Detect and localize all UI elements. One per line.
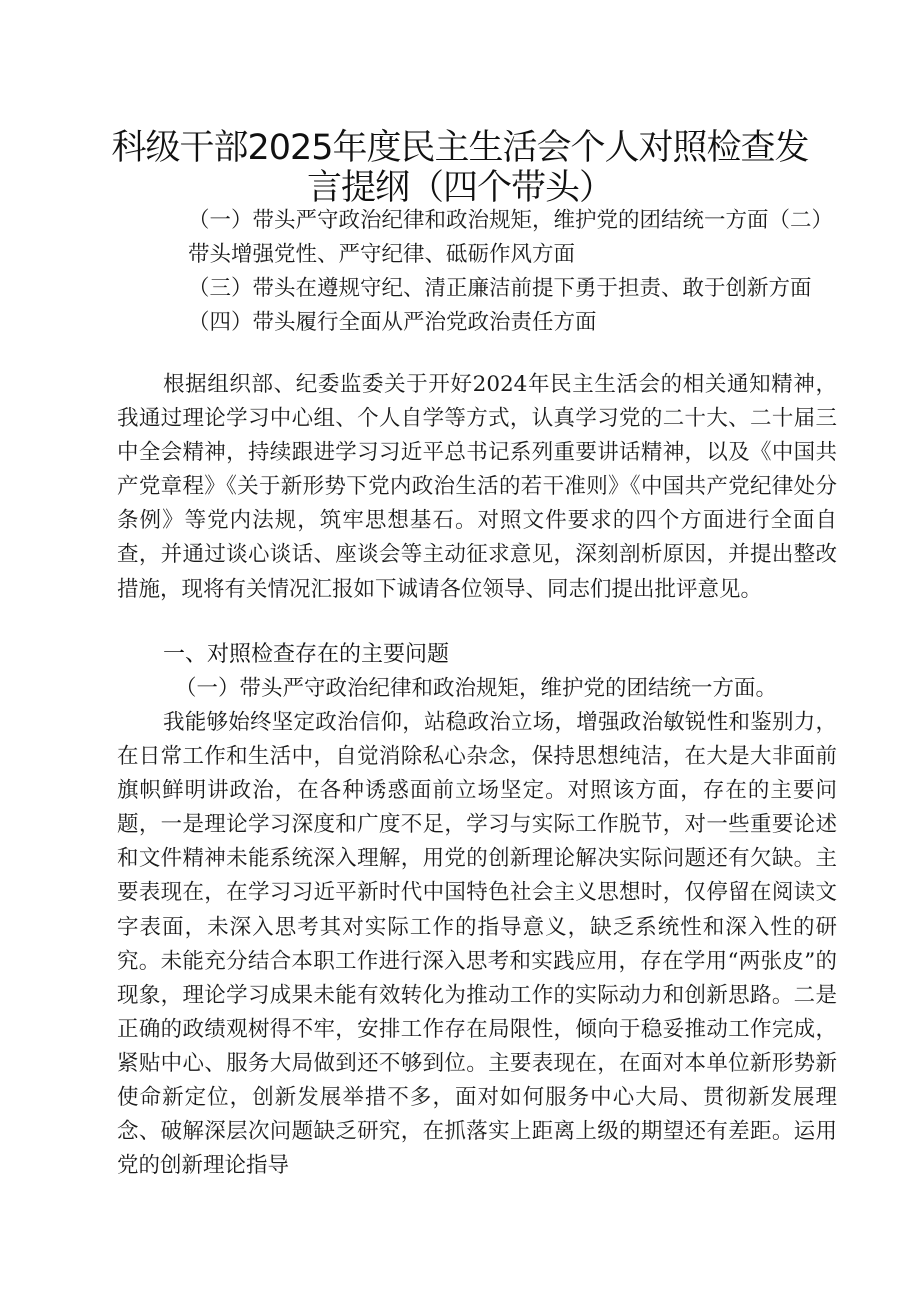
section-body-block bbox=[117, 706, 837, 1183]
toc-item-4: （四）带头履行全面从严治党政治责任方面 bbox=[188, 310, 597, 336]
toc-item-1-2: （一）带头严守政治纪律和政治规矩，维护党的团结统一方面（二）带头增强党性、严守纪律、砥砺作风方面 bbox=[188, 208, 834, 268]
section-heading: 一、对照检查存在的主要问题 bbox=[163, 642, 450, 667]
section-subheading: （一）带头严守政治纪律和政治规矩，维护党的团结统一方面。 bbox=[175, 676, 778, 701]
document-title: 科级干部2025年度民主生活会个人对照检查发言提纲（四个带头） bbox=[111, 128, 809, 208]
toc-item-3: （三）带头在遵规守纪、清正廉洁前提下勇于担责、敢于创新方面 bbox=[188, 276, 812, 302]
intro-paragraph-block bbox=[117, 368, 837, 607]
intro-paragraph: 根据组织部、纪委监委关于开好2024年民主生活会的相关通知精神，我通过理论学习中心组、个人自学等方式，认真学习党的二十大、二十届三中全会精神，持续跟进学习习近平总书记系列重要讲话精神，以及《中国共产党章程》《关于新形势下党内政治生活的若干准则》《中国共产党纪律处分条例》等党内法规，筑牢思想基石。对照文件要求的四个方面进行全面自查，并通过谈心谈话、座谈会等主动征求意见，深刻剖析原因，并提出整改措施，现将有关情况汇报如下诚请各位领导、同志们提出批评意见。 bbox=[117, 372, 837, 602]
section-body-paragraph: 我能够始终坚定政治信仰，站稳政治立场，增强政治敏锐性和鉴别力，在日常工作和生活中，自觉消除私心杂念，保持思想纯洁，在大是大非面前旗帜鲜明讲政治，在各种诱惑面前立场坚定。对照该方面，存在的主要问题，一是理论学习深度和广度不足，学习与实际工作脱节，对一些重要论述和文件精神未能系统深入理解，用党的创新理论解决实际问题还有欠缺。主要表现在，在学习习近平新时代中国特色社会主义思想时，仅停留在阅读文字表面，未深入思考其对实际工作的指导意义，缺乏系统性和深入性的研究。未能充分结合本职工作进行深入思考和实践应用，存在学用“两张皮”的现象，理论学习成果未能有效转化为推动工作的实际动力和创新思路。二是正确的政绩观树得不牢，安排工作存在局限性，倾向于稳妥推动工作完成，紧贴中心、服务大局做到还不够到位。主要表现在，在面对本单位新形势新使命新定位，创新发展举措不多，面对如何服务中心大局、贯彻新发展理念、破解深层次问题缺乏研究，在抓落实上距离上级的期望还有差距。运用党的创新理论指导 bbox=[117, 710, 837, 1179]
toc-list bbox=[175, 204, 837, 340]
